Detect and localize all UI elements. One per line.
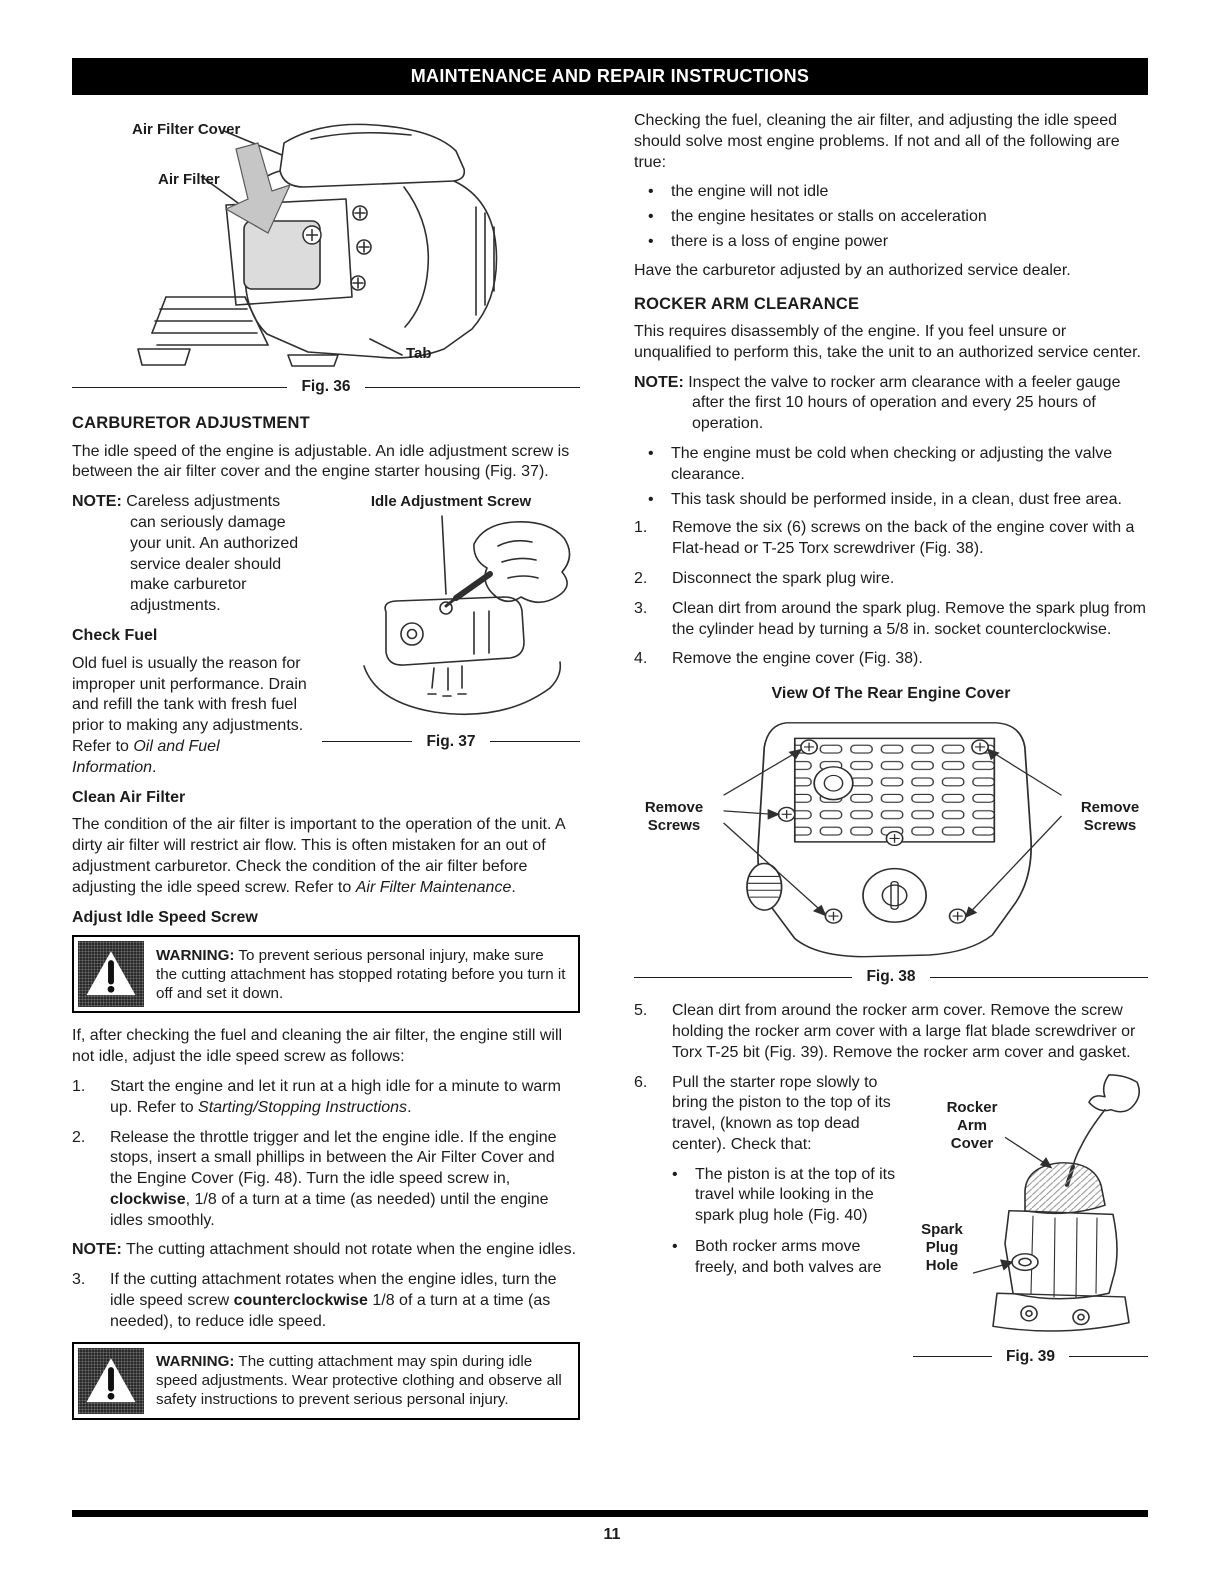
- warning-2-text: WARNING: The cutting attachment may spin during idle speed adjustments. Wear protective clothing and observe all safety instructions to prevent serious personal injury.: [156, 1352, 562, 1409]
- list-number: 4.: [634, 650, 648, 668]
- fig38-remove-screws-left-label: Remove Screws: [644, 798, 704, 834]
- paragraph-rocker-intro: This requires disassembly of the engine. If you feel unsure or unqualified to perform this, take the unit to an authorized service center.: [634, 323, 1141, 361]
- list-item: 1. Start the engine and let it run at a high idle for a minute to warm up. Refer to Starting/Stopping Instructions.: [72, 1077, 580, 1119]
- page-header: [72, 58, 1148, 95]
- list-item: 4. Remove the engine cover (Fig. 38).: [634, 649, 1148, 670]
- left-column: [72, 111, 580, 1433]
- list-number: 5.: [634, 1002, 648, 1020]
- ref-air-filter-maintenance: Air Filter Maintenance: [355, 878, 512, 896]
- fig39-spark-plug-hole-label: Spark Plug Hole: [921, 1220, 963, 1274]
- list-item: 3. Clean dirt from around the spark plug. Remove the spark plug from the cylinder head by turning a 5/8 in. socket counterclockwise.: [634, 599, 1148, 641]
- heading-adjust-idle-speed-screw: Adjust Idle Speed Screw: [72, 908, 258, 926]
- paragraph-carb-intro: The idle speed of the engine is adjustable. An idle adjustment screw is between the air filter cover and the engine starter housing (Fig. 37).: [72, 442, 570, 481]
- bullet-icon: [648, 232, 671, 253]
- note-attachment-rotate: NOTE: The cutting attachment should not rotate when the engine idles.: [72, 1241, 577, 1259]
- figure-38-stage: [634, 709, 1148, 961]
- figure-36-stage: [72, 115, 580, 371]
- fig37-caption: Fig. 37: [322, 732, 580, 752]
- list-item: • This task should be performed inside, in a clean, dust free area.: [634, 490, 1148, 511]
- rear-engine-cover-illustration: [634, 709, 1148, 961]
- fig38-caption: Fig. 38: [634, 967, 1148, 987]
- right-column: [634, 111, 1148, 1433]
- warning-triangle-icon: [78, 941, 144, 1007]
- note-label: NOTE:: [72, 1241, 122, 1259]
- bullet-list-clearance-conditions: [634, 444, 1148, 510]
- list-item: • the engine hesitates or stalls on acceleration: [634, 207, 1148, 228]
- list-number: 6.: [634, 1073, 648, 1091]
- footer-rule: [72, 1510, 1148, 1517]
- heading-clean-air-filter: Clean Air Filter: [72, 788, 186, 806]
- warning-box-2: [72, 1342, 580, 1420]
- fig38-title: View Of The Rear Engine Cover: [771, 685, 1011, 703]
- paragraph-clean-air-filter: The condition of the air filter is important to the operation of the unit. A dirty air filter will restrict air flow. This is often mistaken for an out of adjustment carburetor. Check the condition of the air filter before adjusting the idle speed screw. Refer to Air Filter Maintenance.: [72, 816, 565, 896]
- emphasis-clockwise: clockwise: [110, 1190, 186, 1208]
- note-valve-clearance: NOTE: Inspect the valve to rocker arm clearance with a feeler gauge after the first 10 hours of operation and every 25 hours of operation.: [634, 373, 1121, 433]
- warning-1-text: WARNING: To prevent serious personal injury, make sure the cutting attachment has stopped rotating before you turn it off and set it down.: [156, 946, 566, 1002]
- list-item: 1. Remove the six (6) screws on the back of the engine cover with a Flat-head or T-25 Torx screwdriver (Fig. 38).: [634, 518, 1148, 560]
- list-item: • The piston is at the top of its travel while looking in the spark plug hole (Fig. 40): [658, 1165, 901, 1227]
- emphasis-counterclockwise: counterclockwise: [233, 1292, 368, 1310]
- list-item: 5. Clean dirt from around the rocker arm cover. Remove the screw holding the rocker arm cover with a large flat blade screwdriver or Torx T-25 bit (Fig. 39). Remove the rocker arm cover and gasket.: [634, 1001, 1148, 1063]
- figure-39: [913, 1073, 1148, 1367]
- fig37-idle-screw-label: Idle Adjustment Screw: [370, 493, 532, 511]
- ref-oil-and-fuel-information: Oil and Fuel Information: [72, 737, 220, 776]
- warning-box-1: [72, 935, 580, 1013]
- fig39-caption: Fig. 39: [913, 1347, 1148, 1367]
- fig36-caption: Fig. 36: [72, 377, 580, 397]
- bullet-icon: [648, 444, 671, 486]
- note-label: NOTE:: [72, 493, 122, 511]
- step6-region: [634, 1073, 1148, 1365]
- list-item: • the engine will not idle: [634, 182, 1148, 203]
- paragraph-have-carburetor-adjusted: Have the carburetor adjusted by an authorized service dealer.: [634, 261, 1071, 279]
- bullet-icon: [672, 1237, 695, 1279]
- heading-rocker-arm-clearance: ROCKER ARM CLEARANCE: [634, 294, 860, 313]
- list-item: • there is a loss of engine power: [634, 232, 1148, 253]
- fig39-rocker-arm-cover-label: Rocker Arm Cover: [946, 1098, 998, 1152]
- bullet-icon: [648, 182, 671, 203]
- bullet-icon: [672, 1165, 695, 1227]
- list-number: 3.: [72, 1271, 86, 1289]
- list-number: 2.: [72, 1128, 86, 1146]
- paragraph-check-fuel: Old fuel is usually the reason for improper unit performance. Drain and refill the tank with fresh fuel prior to making any adjustments. Refer to Oil and Fuel Information.: [72, 654, 307, 776]
- heading-check-fuel: Check Fuel: [72, 626, 158, 644]
- engine-air-filter-illustration: [106, 115, 546, 367]
- note-label: NOTE:: [634, 373, 684, 391]
- list-item: 2. Release the throttle trigger and let the engine idle. If the engine stops, insert a small phillips in between the Air Filter Cover and the Engine Cover (Fig. 48). Turn the idle speed screw in, clockwise, 1/8 of a turn at a time (as needed) until the engine idles smoothly.: [72, 1128, 580, 1232]
- list-number: 1.: [72, 1077, 86, 1095]
- idle-adjustment-screw-illustration: [322, 514, 580, 726]
- bullet-list-engine-symptoms: [634, 182, 1148, 252]
- fig36-air-filter-label: Air Filter: [158, 171, 220, 188]
- figure-38: [634, 684, 1148, 987]
- paragraph-adjust-intro: If, after checking the fuel and cleaning the air filter, the engine still will not idle, adjust the idle speed screw as follows:: [72, 1027, 563, 1066]
- fig37-wrap-region: [72, 492, 580, 778]
- list-item: • Both rocker arms move freely, and both valves are: [658, 1237, 901, 1279]
- page-header-title: MAINTENANCE AND REPAIR INSTRUCTIONS: [410, 66, 810, 86]
- list-item: 3. If the cutting attachment rotates when the engine idles, turn the idle speed screw counterclockwise 1/8 of a turn at a time (as needed), to reduce idle speed.: [72, 1270, 580, 1332]
- bullet-icon: [648, 207, 671, 228]
- list-number: 1.: [634, 519, 648, 537]
- paragraph-checking-fuel: Checking the fuel, cleaning the air filter, and adjusting the idle speed should solve most engine problems. If not and all of the following are true:: [634, 112, 1120, 171]
- list-number: 3.: [634, 599, 648, 617]
- page-number: 11: [603, 1526, 621, 1543]
- list-item: • The engine must be cold when checking or adjusting the valve clearance.: [634, 444, 1148, 486]
- note-careless-adjustments: NOTE: Careless adjustments can seriously damage your unit. An authorized service dealer should make carburetor adjustments.: [72, 493, 299, 615]
- warning-triangle-icon: [78, 1348, 144, 1414]
- list-item: 6. Pull the starter rope slowly to bring the piston to the top of its travel, (known as top dead center). Check that:: [634, 1073, 901, 1156]
- list-number: 2.: [634, 569, 648, 587]
- figure-37: [322, 492, 580, 752]
- fig36-tab-label: Tab: [406, 345, 432, 362]
- fig36-air-filter-cover-label: Air Filter Cover: [132, 121, 241, 138]
- heading-carburetor-adjustment: CARBURETOR ADJUSTMENT: [72, 414, 310, 433]
- bullet-icon: [648, 490, 671, 511]
- list-item: 2. Disconnect the spark plug wire.: [634, 569, 1148, 590]
- ref-starting-stopping-instructions: Starting/Stopping Instructions: [198, 1098, 408, 1116]
- two-column-layout: [72, 111, 1148, 1433]
- fig38-remove-screws-right-label: Remove Screws: [1080, 798, 1140, 834]
- figure-36: [72, 115, 580, 397]
